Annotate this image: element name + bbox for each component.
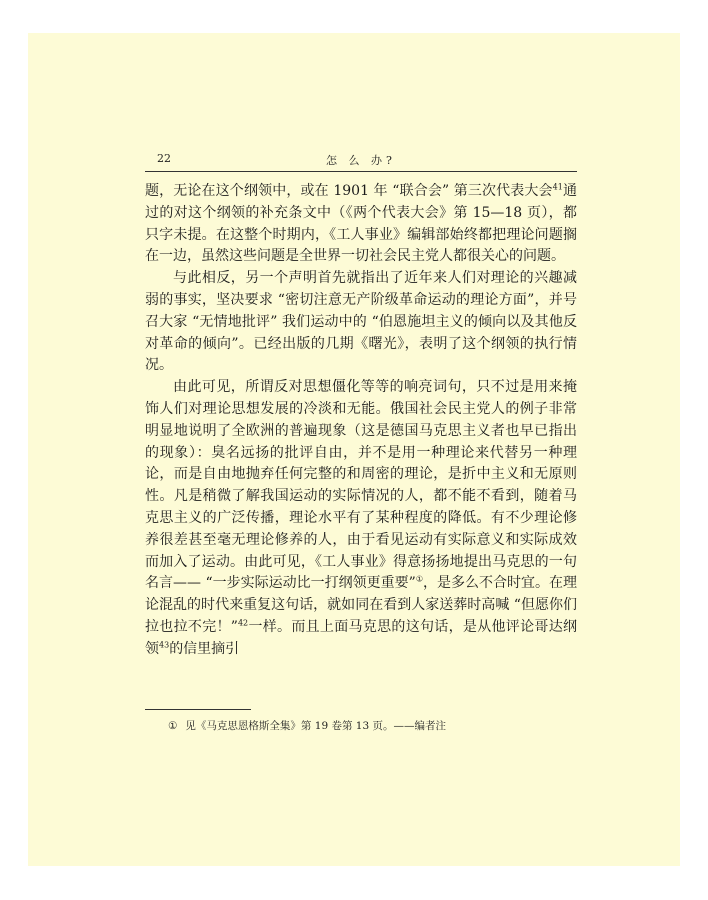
endnote-ref-43: 43: [159, 640, 170, 650]
text-segment: 通过的对这个纲领的补充条文中（《两个代表大会》第 15—18 页），都只字未提。在这整个时期内，《工人事业》编辑部始终都把理论问题搁在一边，虽然这些问题是全世界一切社会民主党人都很关心的问题。: [145, 183, 577, 265]
text-segment: 一样。而且上面马克思的这句话，是从他评论哥达纲领: [145, 618, 577, 657]
text-segment: 由此可见，所谓反对思想僵化等等的响亮词句，只不过是用来掩饰人们对理论思想发展的冷淡和无能。俄国社会民主党人的例子非常明显地说明了全欧洲的普遍现象（这是德国马克思主义者也早已指出的现象）：臭名远扬的批评自由，并不是用一种理论来代替另一种理论，而是自由地抛弃任何完整的和周密的理论，是折中主义和无原则性。凡是稍微了解我国运动的实际情况的人，都不能不看到，随着马克思主义的广泛传播，理论水平有了某种程度的降低。有不少理论修养很差甚至毫无理论修养的人，由于看见运动有实际意义和实际成效而加入了运动。由此可见，《工人事业》得意扬扬地提出马克思的一句名言—— “一步实际运动比一打纲领更重要”: [145, 379, 577, 592]
running-title: 怎 么 办?: [326, 154, 396, 167]
page-number: 22: [157, 152, 171, 165]
text-segment: 题，无论在这个纲领中，或在 1901 年 “联合会” 第三次代表大会: [145, 183, 553, 199]
page-header: [145, 152, 577, 170]
paragraph: [145, 181, 577, 268]
footnote-rule: [145, 709, 251, 710]
endnote-ref-42: 42: [237, 618, 249, 628]
footnote-ref-1: ①: [415, 574, 423, 584]
endnote-ref-41: 41: [552, 182, 563, 192]
text-segment: ，是多么不合时宜。在理论混乱的时代来重复这句话，就如同在看到人家送葬时高喊 “但愿你们拉也拉不完！”: [145, 575, 578, 635]
text-segment: 的信里摘引: [169, 640, 240, 657]
body-text: [145, 181, 577, 661]
footnote-mark: ①: [168, 720, 178, 732]
text-segment: 与此相反，另一个声明首先就指出了近年来人们对理论的兴趣减弱的事实，坚决要求 “密切注意无产阶级革命运动的理论方面”，并号召大家 “无情地批评” 我们运动中的 “伯恩施坦主义的倾向以及其他反对革命的倾向”。已经出版的几期《曙光》，表明了这个纲领的执行情况。: [145, 270, 577, 374]
footnote-text: 见《马克思恩格斯全集》第 19 卷第 13 页。——编者注: [185, 720, 446, 732]
paragraph: [145, 377, 577, 660]
footnote: [168, 718, 577, 734]
paragraph: [145, 268, 577, 377]
header-rule: [145, 171, 577, 172]
